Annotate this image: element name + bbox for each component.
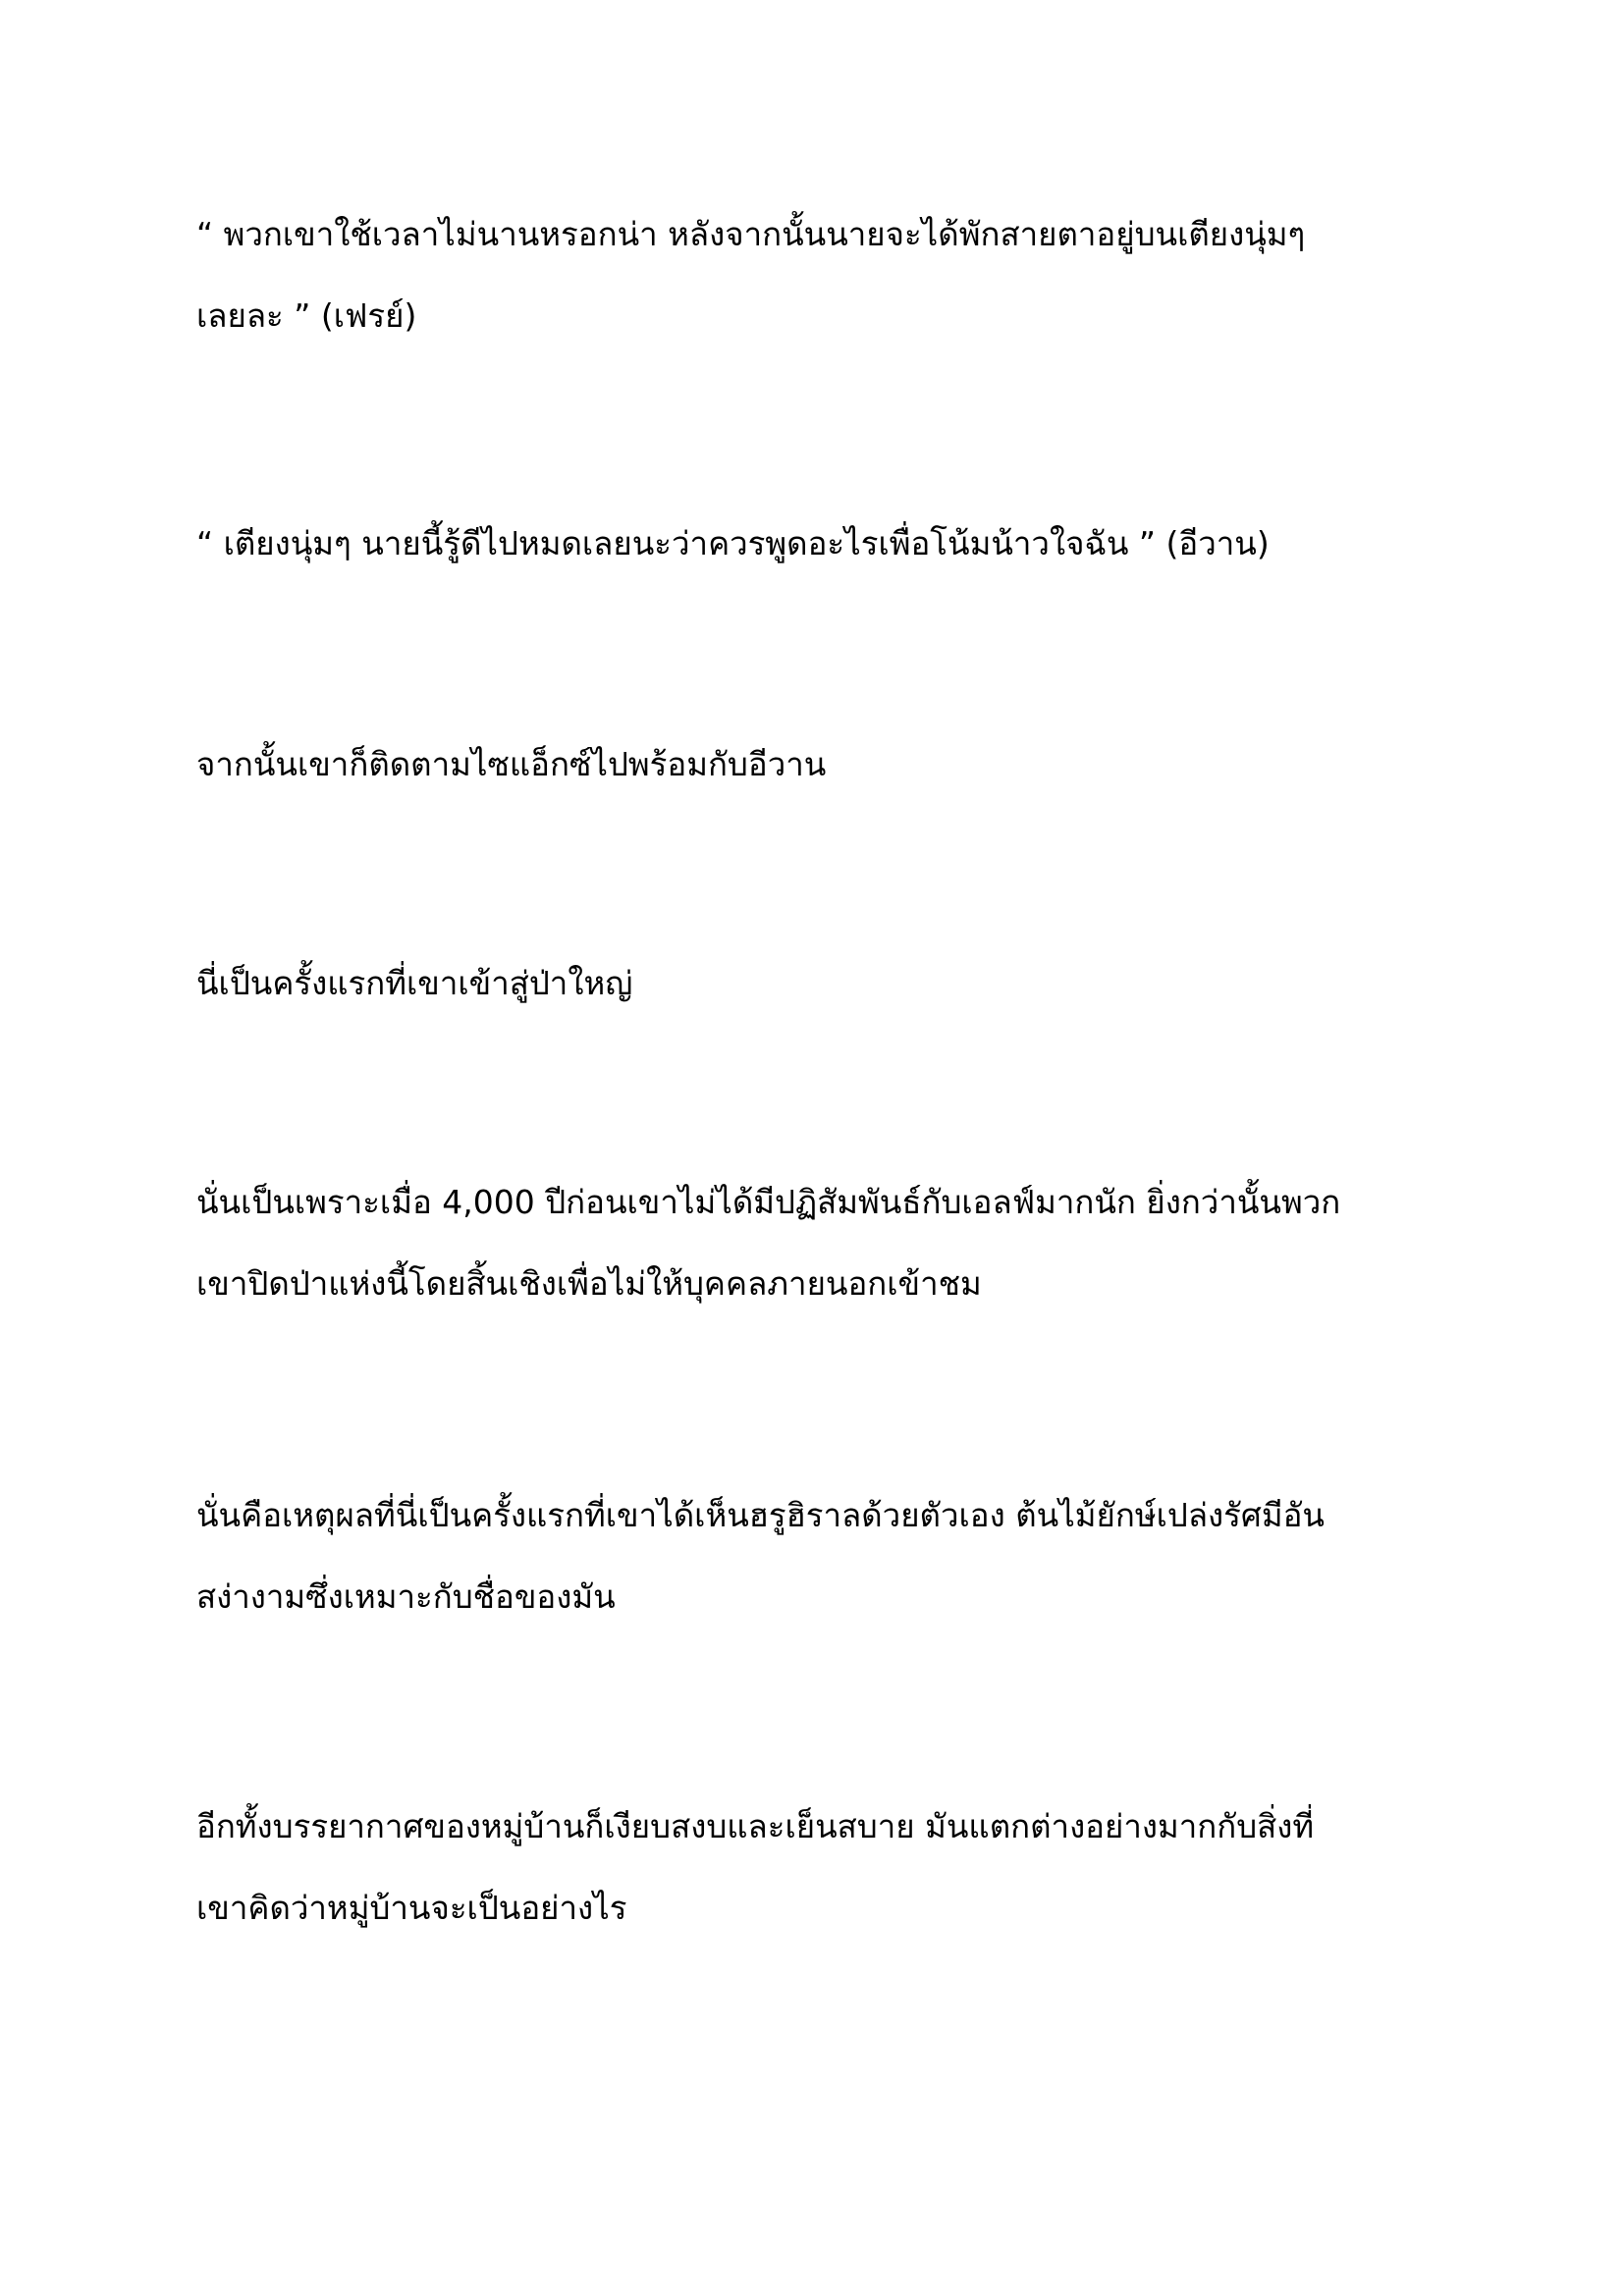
narration-paragraph (196, 942, 1453, 1024)
text-line: เลยละ ” (เฟรย์) (196, 296, 417, 335)
dialogue-paragraph-ivan (196, 503, 1453, 584)
text-line: นั่นเป็นเพราะเมื่อ 4,000 ปีก่อนเขาไม่ได้มีปฏิสัมพันธ์กับเอลฟ์มากนัก ยิ่งกว่านั้นพวก (196, 1183, 1341, 1221)
text-line: “ พวกเขาใช้เวลาไม่นานหรอกน่า หลังจากนั้นนายจะได้พักสายตาอยู่บนเตียงนุ่มๆ (196, 215, 1306, 253)
text-line: นั่นคือเหตุผลที่นี่เป็นครั้งแรกที่เขาได้เห็นฮรูฮิราลด้วยตัวเอง ต้นไม้ยักษ์เปล่งรัศมีอัน (196, 1496, 1325, 1534)
text-line: จากนั้นเขาก็ติดตามไซแอ็กซ์ไปพร้อมกับอีวาน (196, 745, 827, 783)
narration-paragraph (196, 1786, 1453, 1949)
narration-paragraph (196, 1161, 1453, 1324)
text-line: สง่างามซึ่งเหมาะกับชื่อของมัน (196, 1577, 616, 1616)
narration-paragraph (196, 1474, 1453, 1637)
dialogue-paragraph-frey (196, 193, 1453, 356)
narration-paragraph (196, 723, 1453, 805)
text-line: “ เตียงนุ่มๆ นายนี้รู้ดีไปหมดเลยนะว่าควรพูดอะไรเพื่อโน้มน้าวใจฉัน ” (อีวาน) (196, 524, 1270, 562)
text-line: เขาปิดป่าแห่งนี้โดยสิ้นเชิงเพื่อไม่ให้บุคคลภายนอกเข้าชม (196, 1264, 982, 1303)
text-line: เขาคิดว่าหมู่บ้านจะเป็นอย่างไร (196, 1889, 627, 1927)
text-line: อีกทั้งบรรยากาศของหมู่บ้านก็เงียบสงบและเย็นสบาย มันแตกต่างอย่างมากกับสิ่งที่ (196, 1807, 1315, 1845)
text-line: นี่เป็นครั้งแรกที่เขาเข้าสู่ป่าใหญ่ (196, 964, 633, 1002)
